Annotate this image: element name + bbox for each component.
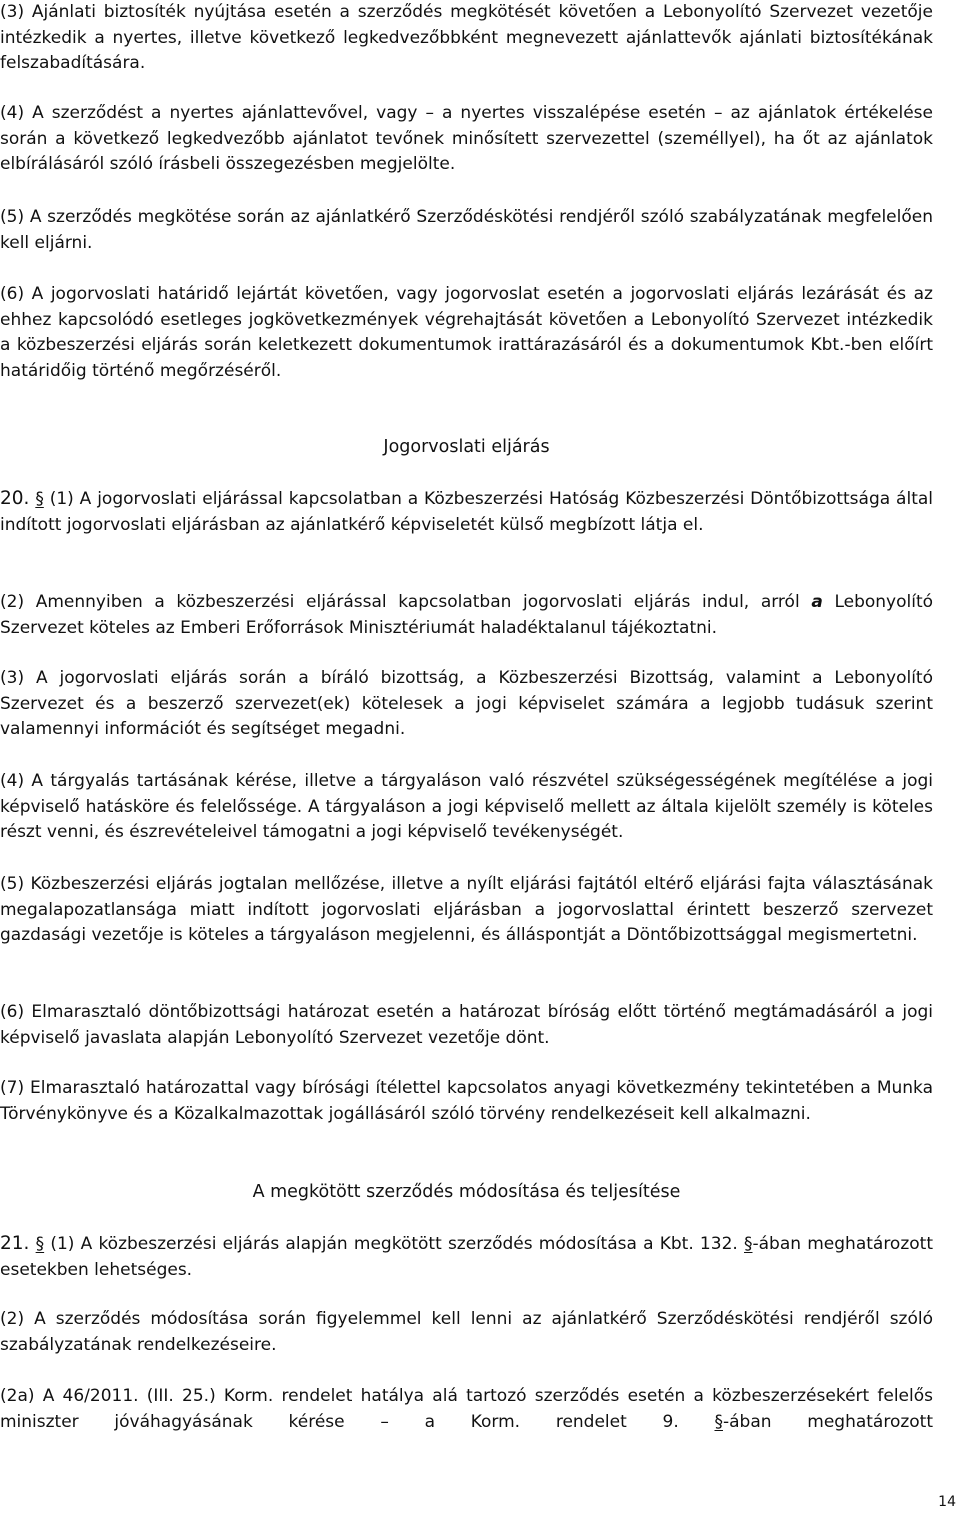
- paragraph-text: (6) Elmarasztaló döntőbizottsági határozat esetén a határozat bíróság előtt történő megtámadásáról a jogi képviselő javaslata alapján Lebonyolító Szervezet vezetője dönt.: [0, 1002, 933, 1048]
- section-number-21: 21.: [0, 1233, 30, 1254]
- paragraph-20-7: [0, 1076, 933, 1127]
- paragraph-text: (3) Ajánlati biztosíték nyújtása esetén a szerződés megkötését követően a Lebonyolító Szervezet vezetője intézkedik a nyertes, illetve következő legkedvezőbbként megnevezett ajánlattevők ajánlati biztosítékának felszabadítására.: [0, 2, 933, 73]
- paragraph-20-3: [0, 666, 933, 743]
- paragraph-19-6: [0, 282, 933, 384]
- paragraph-21-1: [0, 1231, 933, 1283]
- paragraph-20-4: [0, 769, 933, 846]
- paragraph-text: (2a) A 46/2011. (III. 25.) Korm. rendelet hatálya alá tartozó szerződés esetén a közbeszerzésekért felelős miniszter jóváhagyásának kérése – a Korm. rendelet 9.: [0, 1386, 933, 1432]
- section-mark: §: [714, 1411, 723, 1432]
- section-heading-jogorvoslati: Jogorvoslati eljárás: [383, 437, 550, 457]
- paragraph-text: -ában meghatározott: [722, 1411, 934, 1432]
- section-mark: §: [744, 1234, 753, 1254]
- paragraph-text: (1) A közbeszerzési eljárás alapján megkötött szerződés módosítása a Kbt. 132.: [50, 1234, 738, 1254]
- paragraph-text: (6) A jogorvoslati határidő lejártát követően, vagy jogorvoslat esetén a jogorvoslati eljárás lezárását és az ehhez kapcsolódó esetleges jogkövetkezmények végrehajtását követően a Lebonyolító Szervezet intézkedik a közbeszerzési eljárás során keletkezett dokumentumok irattárazásáról és a dokumentumok Kbt.-ben előírt határidőig történő megőrzéséről.: [0, 284, 933, 381]
- paragraph-20-6: [0, 1000, 933, 1051]
- paragraph-text: -ában meghatározott esetekben lehetséges.: [0, 1234, 933, 1280]
- paragraph-21-2a: [0, 1384, 933, 1435]
- section-number-20: 20.: [0, 488, 30, 509]
- section-mark: §: [35, 489, 44, 509]
- paragraph-text: (4) A szerződést a nyertes ajánlattevővel, vagy – a nyertes visszalépése esetén – az ajánlatok értékelése során a következő legkedvezőbb ajánlatot tevőnek minősített szervezettel (személlyel), ha őt az ajánlatok elbírálásáról szóló írásbeli összegezésben megjelölte.: [0, 103, 933, 174]
- paragraph-text: Lebonyolító Szervezet köteles az Emberi Erőforrások Minisztériumát haladéktalanul tájékoztatni.: [0, 592, 934, 638]
- paragraph-text: (5) A szerződés megkötése során az ajánlatkérő Szerződéskötési rendjéről szóló szabályzatának megfelelően kell eljárni.: [0, 207, 933, 253]
- paragraph-text: (1) A jogorvoslati eljárással kapcsolatban a Közbeszerzési Hatóság Közbeszerzési Döntőbizottsága által indított jogorvoslati eljárásban az ajánlatkérő képviseletét külső megbízott látja el.: [0, 489, 933, 535]
- paragraph-20-5: [0, 872, 933, 949]
- paragraph-20-1: [0, 486, 933, 538]
- page-number: 14: [938, 1494, 956, 1510]
- paragraph-19-4: [0, 101, 933, 178]
- paragraph-text: (2) Amennyiben a közbeszerzési eljárással kapcsolatban jogorvoslati eljárás indul, arról: [0, 592, 800, 612]
- paragraph-text: (7) Elmarasztaló határozattal vagy bírósági ítélettel kapcsolatos anyagi következmény tekintetében a Munka Törvénykönyve és a Közalkalmazottak jogállásáról szóló törvény rendelkezéseit kell alkalmazni.: [0, 1078, 933, 1124]
- paragraph-text: (4) A tárgyalás tartásának kérése, illetve a tárgyaláson való részvétel szükségességének megítélése a jogi képviselő hatásköre és felelőssége. A tárgyaláson a jogi képviselő mellett az általa kijelölt személy is köteles részt venni, és észrevételeivel támogatni a jogi képviselő tevékenységét.: [0, 771, 933, 842]
- emphasized-letter: a: [811, 592, 823, 612]
- section-mark: §: [35, 1234, 45, 1254]
- paragraph-19-5: [0, 205, 933, 256]
- paragraph-text: (5) Közbeszerzési eljárás jogtalan mellőzése, illetve a nyílt eljárási fajtától eltérő eljárási fajta választásának megalapozatlansága miatt indított jogorvoslati eljárásban a jogorvoslattal érintett beszerző szervezet gazdasági vezetője is köteles a tárgyaláson megjelenni, és álláspontját a Döntőbizottsággal megismertetni.: [0, 874, 933, 945]
- paragraph-19-3: [0, 0, 933, 77]
- section-heading-modositas: A megkötött szerződés módosítása és teljesítése: [252, 1182, 681, 1202]
- paragraph-20-2: [0, 590, 933, 641]
- paragraph-text: (2) A szerződés módosítása során figyelemmel kell lenni az ajánlatkérő Szerződéskötési rendjéről szóló szabályzatának rendelkezéseire.: [0, 1309, 933, 1355]
- paragraph-21-2: [0, 1307, 933, 1358]
- paragraph-text: (3) A jogorvoslati eljárás során a bíráló bizottság, a Közbeszerzési Bizottság, valamint a Lebonyolító Szervezet és a beszerző szervezet(ek) kötelesek a jogi képviselet számára a legjobb tudásuk szerint valamennyi információt és segítséget megadni.: [0, 668, 933, 739]
